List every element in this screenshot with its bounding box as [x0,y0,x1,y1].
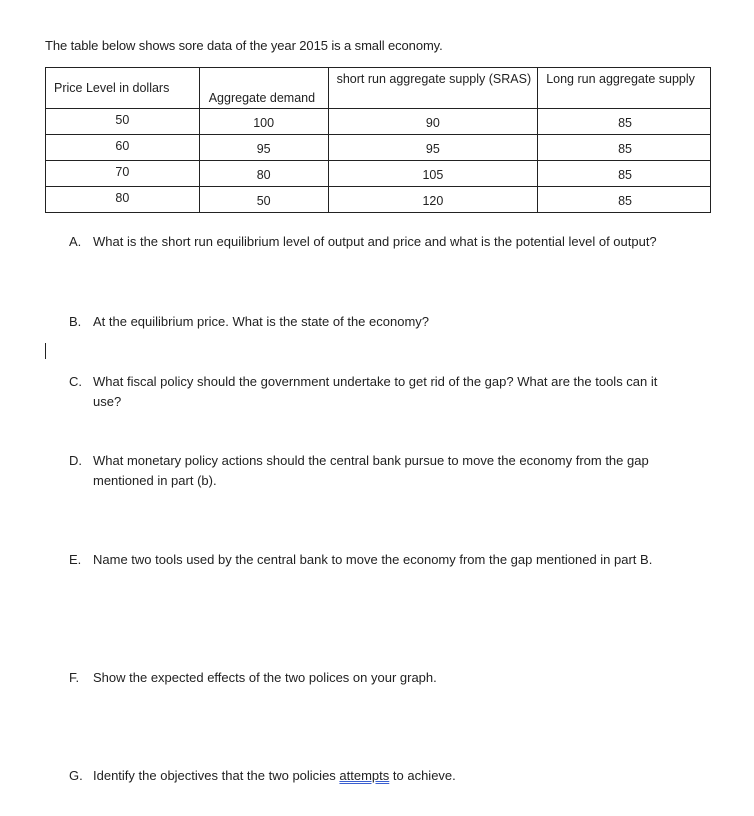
question-letter: G. [69,768,83,783]
table-cell: 70 [46,161,200,187]
question-text: Name two tools used by the central bank to move the economy from the gap mentioned in part B. [93,552,653,567]
question-letter: E. [69,552,82,567]
question-e [69,550,669,570]
table-row [46,187,711,213]
text-cursor [45,343,46,359]
table-row [46,109,711,135]
question-text: What monetary policy actions should the central bank pursue to move the economy from the gap mentioned in part (b). [93,453,649,488]
question-text: At the equilibrium price. What is the state of the economy? [93,314,430,329]
question-g [69,766,669,786]
table-cell: 95 [199,135,328,161]
header-aggregate-demand: Aggregate demand [199,68,328,109]
intro-text: The table below shows sore data of the year 2015 is a small economy. [45,38,443,53]
table-cell: 100 [199,109,328,135]
question-text [93,766,669,786]
table-cell: 85 [538,161,711,187]
table-row [46,161,711,187]
table-cell: 85 [538,109,711,135]
question-letter: A. [69,234,82,249]
question-letter: F. [69,670,80,685]
header-price-level: Price Level in dollars [46,68,200,109]
grammar-flagged-word[interactable]: attempts [339,768,390,783]
question-text: Show the expected effects of the two polices on your graph. [93,670,437,685]
question-text: What is the short run equilibrium level of output and price and what is the potential level of output? [93,234,657,249]
table-cell: 80 [46,187,200,213]
table-cell: 95 [328,135,538,161]
table-cell: 85 [538,187,711,213]
table-cell: 60 [46,135,200,161]
question-d [69,451,669,491]
table-header-row [46,68,711,109]
question-letter: C. [69,374,82,389]
table-cell: 90 [328,109,538,135]
table-cell: 85 [538,135,711,161]
table-cell: 50 [199,187,328,213]
table-cell: 50 [46,109,200,135]
question-text-before: Identify the objectives that the two policies [93,768,340,783]
question-c [69,372,669,412]
table-cell: 80 [199,161,328,187]
question-text: What fiscal policy should the government undertake to get rid of the gap? What are the tools can it use? [93,374,658,409]
table-cell: 105 [328,161,538,187]
table-cell: 120 [328,187,538,213]
question-f [69,668,669,688]
economy-data-table [45,67,711,213]
question-letter: D. [69,453,82,468]
header-lras: Long run aggregate supply [538,68,711,109]
question-b [69,312,669,332]
header-sras: short run aggregate supply (SRAS) [328,68,538,109]
table-row [46,135,711,161]
question-text-after: to achieve. [389,768,456,783]
question-letter: B. [69,314,82,329]
question-a [69,232,669,252]
